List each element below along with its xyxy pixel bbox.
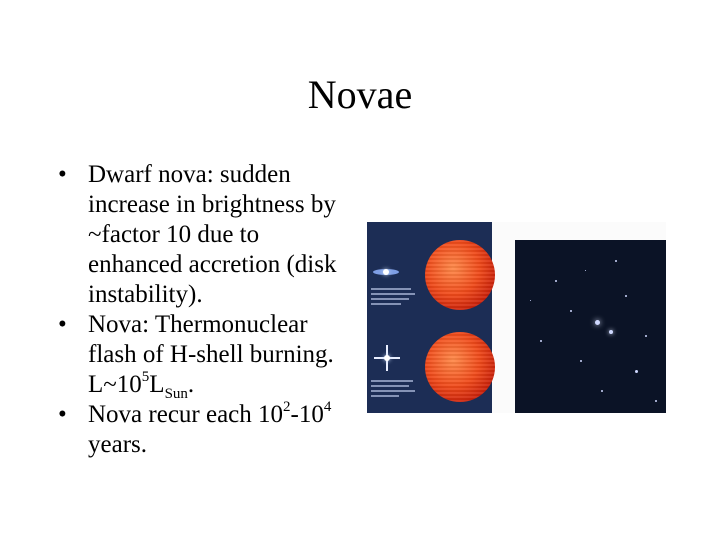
bullet-marker: • <box>58 401 67 428</box>
companion-star-top <box>425 240 495 310</box>
bullet-text: Dwarf nova: sudden increase in brightness by ~factor 10 due to enhanced accretion (disk instability). <box>88 161 337 308</box>
flash-caption-graphic <box>371 380 421 397</box>
bullet-text: Nova recur each 10 <box>88 401 284 428</box>
bullet-marker: • <box>58 161 67 188</box>
bullet-text: years. <box>88 431 147 458</box>
bullet-item-nova <box>58 310 358 400</box>
slide-title: Novae <box>307 72 413 117</box>
bullet-text: . <box>187 371 195 398</box>
binary-system-illustration <box>367 222 492 413</box>
bullet-item-recurrence <box>58 400 358 460</box>
bullet-item-dwarf-nova <box>58 160 358 310</box>
nova-photograph <box>515 240 666 413</box>
superscript: 2 <box>283 398 291 415</box>
superscript: 4 <box>323 398 332 415</box>
superscript: 5 <box>141 368 150 385</box>
companion-star-bottom <box>425 332 495 402</box>
bullet-list <box>58 160 358 460</box>
bullet-text: L <box>149 371 165 398</box>
accretion-caption-graphic <box>371 288 421 305</box>
bullet-text: Nova: Thermonuclear flash of H-shell burning. L~10 <box>88 311 334 398</box>
nova-figure <box>367 222 666 413</box>
subscript: Sun <box>164 386 188 402</box>
white-dwarf-top <box>383 269 389 275</box>
bullet-text: -10 <box>290 401 324 428</box>
bullet-marker: • <box>58 311 67 338</box>
white-dwarf-bottom <box>384 355 390 361</box>
